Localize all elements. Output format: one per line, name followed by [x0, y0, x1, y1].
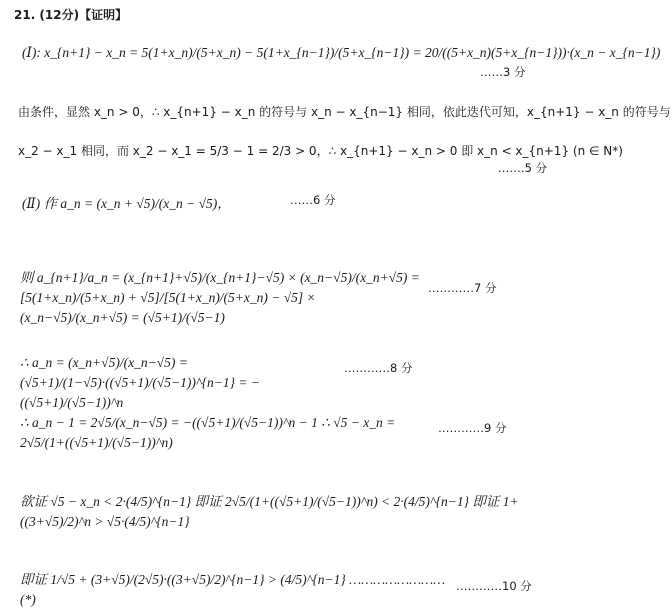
an-formula: ∴ a_n = (x_n+√5)/(x_n−√5) = (√5+1)/(1−√5)·((√5+1)/(√5−1))^{n−1} = −((√5+1)/(√5−1))^n	[20, 355, 260, 410]
score-6: ……6 分	[290, 193, 336, 207]
final-inequality: 即证 1/√5 + (3+√5)/(2√5)·((3+√5)/2)^{n−1} > (4/5)^{n−1} …………………… (*)	[20, 572, 446, 607]
score-7: …………7 分	[428, 281, 497, 295]
ratio-derivation: 则 a_{n+1}/a_n = (x_{n+1}+√5)/(x_{n+1}−√5) × (x_n−√5)/(x_n+√5) = [5(1+x_n)/(5+x_n) + √5]/[5(1+x_n)/(5+x_n) − √5] × (x_n−√5)/(x_n+√5) = (√5+1)/(√5−1)	[20, 270, 420, 325]
part1-equation: (Ⅰ): x_{n+1} − x_n = 5(1+x_n)/(5+x_n) − 5(1+x_{n−1})/(5+x_{n−1}) = 20/((5+x_n)(5+x_{n−1}))·(x_n − x_{n−1})	[22, 45, 661, 60]
score-9: …………9 分	[438, 421, 507, 435]
problem-header: 21. (12分)【证明】	[14, 8, 128, 22]
part2-definition: (Ⅱ) 作 a_n = (x_n + √5)/(x_n − √5)，	[22, 196, 231, 211]
score-10: …………10 分	[456, 579, 532, 593]
reasoning-line-1: 由条件，显然 x_n > 0，∴ x_{n+1} − x_n 的符号与 x_n − x_{n−1} 相同，依此迭代可知，x_{n+1} − x_n 的符号与	[18, 105, 671, 119]
score-5: .……5 分	[498, 161, 548, 175]
an-minus-one: ∴ a_n − 1 = 2√5/(x_n−√5) = −((√5+1)/(√5−1))^n − 1 ∴ √5 − x_n = 2√5/(1+((√5+1)/(√5−1))^n)	[20, 415, 396, 450]
to-prove-line: 欲证 √5 − x_n < 2·(4/5)^{n−1} 即证 2√5/(1+((√5+1)/(√5−1))^n) < 2·(4/5)^{n−1} 即证 1+((3+√5)/2)^n > √5·(4/5)^{n−1}	[20, 494, 519, 529]
score-3: ……3 分	[480, 65, 526, 79]
reasoning-line-2: x_2 − x_1 相同，而 x_2 − x_1 = 5/3 − 1 = 2/3 > 0，∴ x_{n+1} − x_n > 0 即 x_n < x_{n+1} (n ∈ N*)	[18, 144, 623, 158]
score-8: …………8 分	[344, 361, 413, 375]
